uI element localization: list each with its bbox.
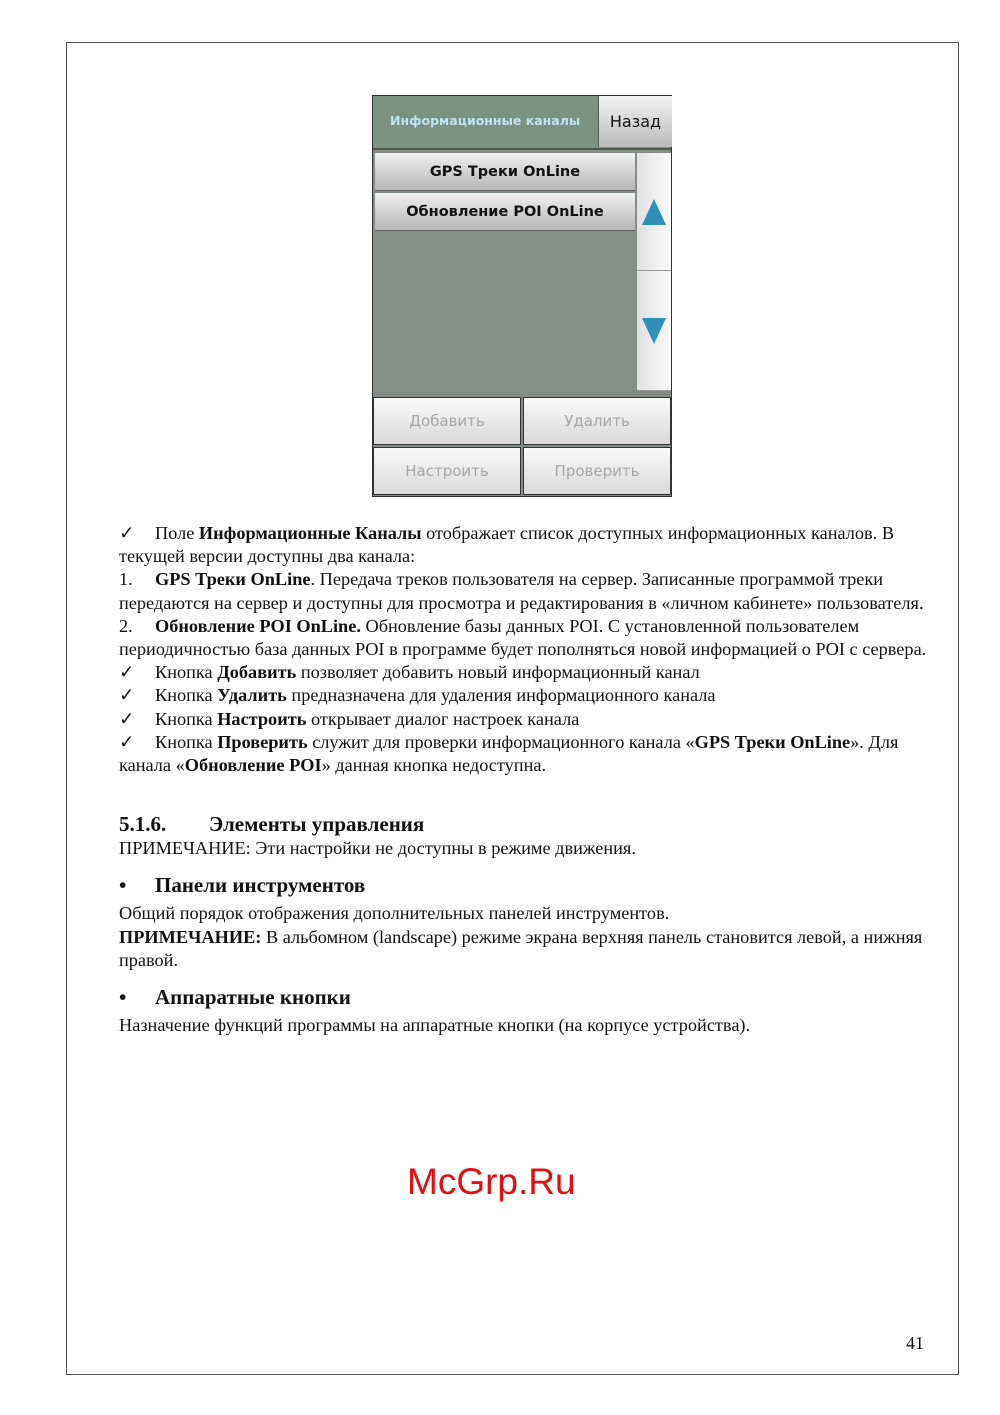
checkmark-icon: ✓	[119, 708, 135, 729]
bold-term: GPS Треки OnLine	[155, 569, 311, 590]
text-paragraph	[119, 661, 934, 684]
add-button[interactable]: Добавить	[373, 397, 521, 445]
watermark: McGrp.Ru	[407, 1161, 576, 1202]
info-channels-screenshot	[372, 95, 672, 497]
text-paragraph	[119, 568, 934, 614]
list-number: 1.	[119, 569, 133, 590]
bold-term: GPS Треки OnLine	[694, 731, 851, 752]
text-segment: открывает диалог настроек канала	[306, 708, 580, 729]
text-segment: Поле	[155, 523, 199, 543]
note-label: ПРИМЕЧАНИЕ:	[119, 926, 262, 947]
text-segment: Обновление базы данных POI. С установленной пользователем периодичностью база данных POI в программе будет пополняться новой информацией о POI с сервера.	[119, 615, 927, 660]
text-segment: служит для проверки информационного канала «	[307, 731, 695, 752]
channel-item-gps-tracks[interactable]: GPS Треки OnLine	[375, 153, 635, 191]
back-button[interactable]: Назад	[598, 96, 672, 147]
channel-item-poi-update[interactable]: Обновление POI OnLine	[375, 193, 635, 231]
section-heading	[119, 811, 934, 837]
checkmark-icon: ✓	[119, 685, 135, 706]
text-paragraph	[119, 708, 934, 731]
text-segment: Кнопка	[155, 662, 218, 683]
checkmark-icon: ✓	[119, 662, 135, 683]
bullet: •	[119, 985, 127, 1010]
description-text	[119, 522, 934, 777]
arrow-down-icon	[642, 318, 666, 344]
section-number: 5.1.6.	[119, 812, 167, 837]
bold-term: Обновление POI	[184, 755, 322, 776]
arrow-up-icon	[642, 199, 666, 225]
bold-term: Проверить	[217, 731, 308, 752]
page-number: 41	[906, 1333, 924, 1353]
text-segment: отображает список доступных информационных каналов. В текущей версии доступны два канала:	[119, 523, 895, 567]
section-title: Элементы управления	[209, 812, 425, 837]
checkmark-icon: ✓	[119, 731, 135, 752]
bullet: •	[119, 873, 127, 898]
scroll-down-button[interactable]	[637, 271, 671, 391]
page-body	[119, 522, 934, 1037]
hardware-text: Назначение функций программы на аппаратные кнопки (на корпусе устройства).	[119, 1015, 751, 1036]
text-segment: . Передача треков пользователя на сервер. Записанные программой треки передаются на сервер и доступны для просмотра и редактирования в «личном кабинете» пользователя.	[119, 569, 924, 613]
scroll-up-button[interactable]	[637, 153, 671, 271]
hardware-title: Аппаратные кнопки	[155, 985, 351, 1010]
configure-button[interactable]: Настроить	[373, 447, 521, 495]
toolbars-title: Панели инструментов	[155, 873, 366, 898]
text-segment: Кнопка	[155, 731, 218, 752]
text-paragraph	[119, 684, 934, 707]
section-note: ПРИМЕЧАНИЕ: Эти настройки не доступны в режиме движения.	[119, 838, 636, 859]
list-number: 2.	[119, 615, 133, 636]
text-segment: позволяет добавить новый информационный канал	[296, 662, 700, 683]
header-bar	[373, 96, 671, 150]
checkmark-icon: ✓	[119, 523, 135, 543]
delete-button[interactable]: Удалить	[523, 397, 671, 445]
text-segment: ». Для канала «	[119, 731, 899, 776]
text-paragraph	[119, 615, 934, 661]
toolbars-heading	[119, 872, 934, 898]
bold-term: Добавить	[217, 662, 297, 683]
check-button[interactable]: Проверить	[523, 447, 671, 495]
bold-term: Информационные Каналы	[198, 523, 422, 543]
note-text: В альбомном (landscape) режиме экрана верхняя панель становится левой, а нижняя правой.	[119, 926, 923, 970]
text-segment: Кнопка	[155, 685, 218, 706]
screen-title: Информационные каналы	[390, 113, 581, 128]
text-segment: предназначена для удаления информационного канала	[286, 685, 716, 706]
text-paragraph	[119, 522, 934, 568]
text-segment: » данная кнопка недоступна.	[321, 755, 547, 776]
bold-term: Обновление POI OnLine.	[155, 615, 361, 636]
bold-term: Удалить	[217, 685, 287, 706]
toolbars-note	[119, 926, 934, 972]
text-segment: Кнопка	[155, 708, 218, 729]
text-paragraph	[119, 731, 934, 777]
hardware-heading	[119, 984, 934, 1010]
toolbars-text: Общий порядок отображения дополнительных панелей инструментов.	[119, 903, 670, 924]
bold-term: Настроить	[217, 708, 307, 729]
